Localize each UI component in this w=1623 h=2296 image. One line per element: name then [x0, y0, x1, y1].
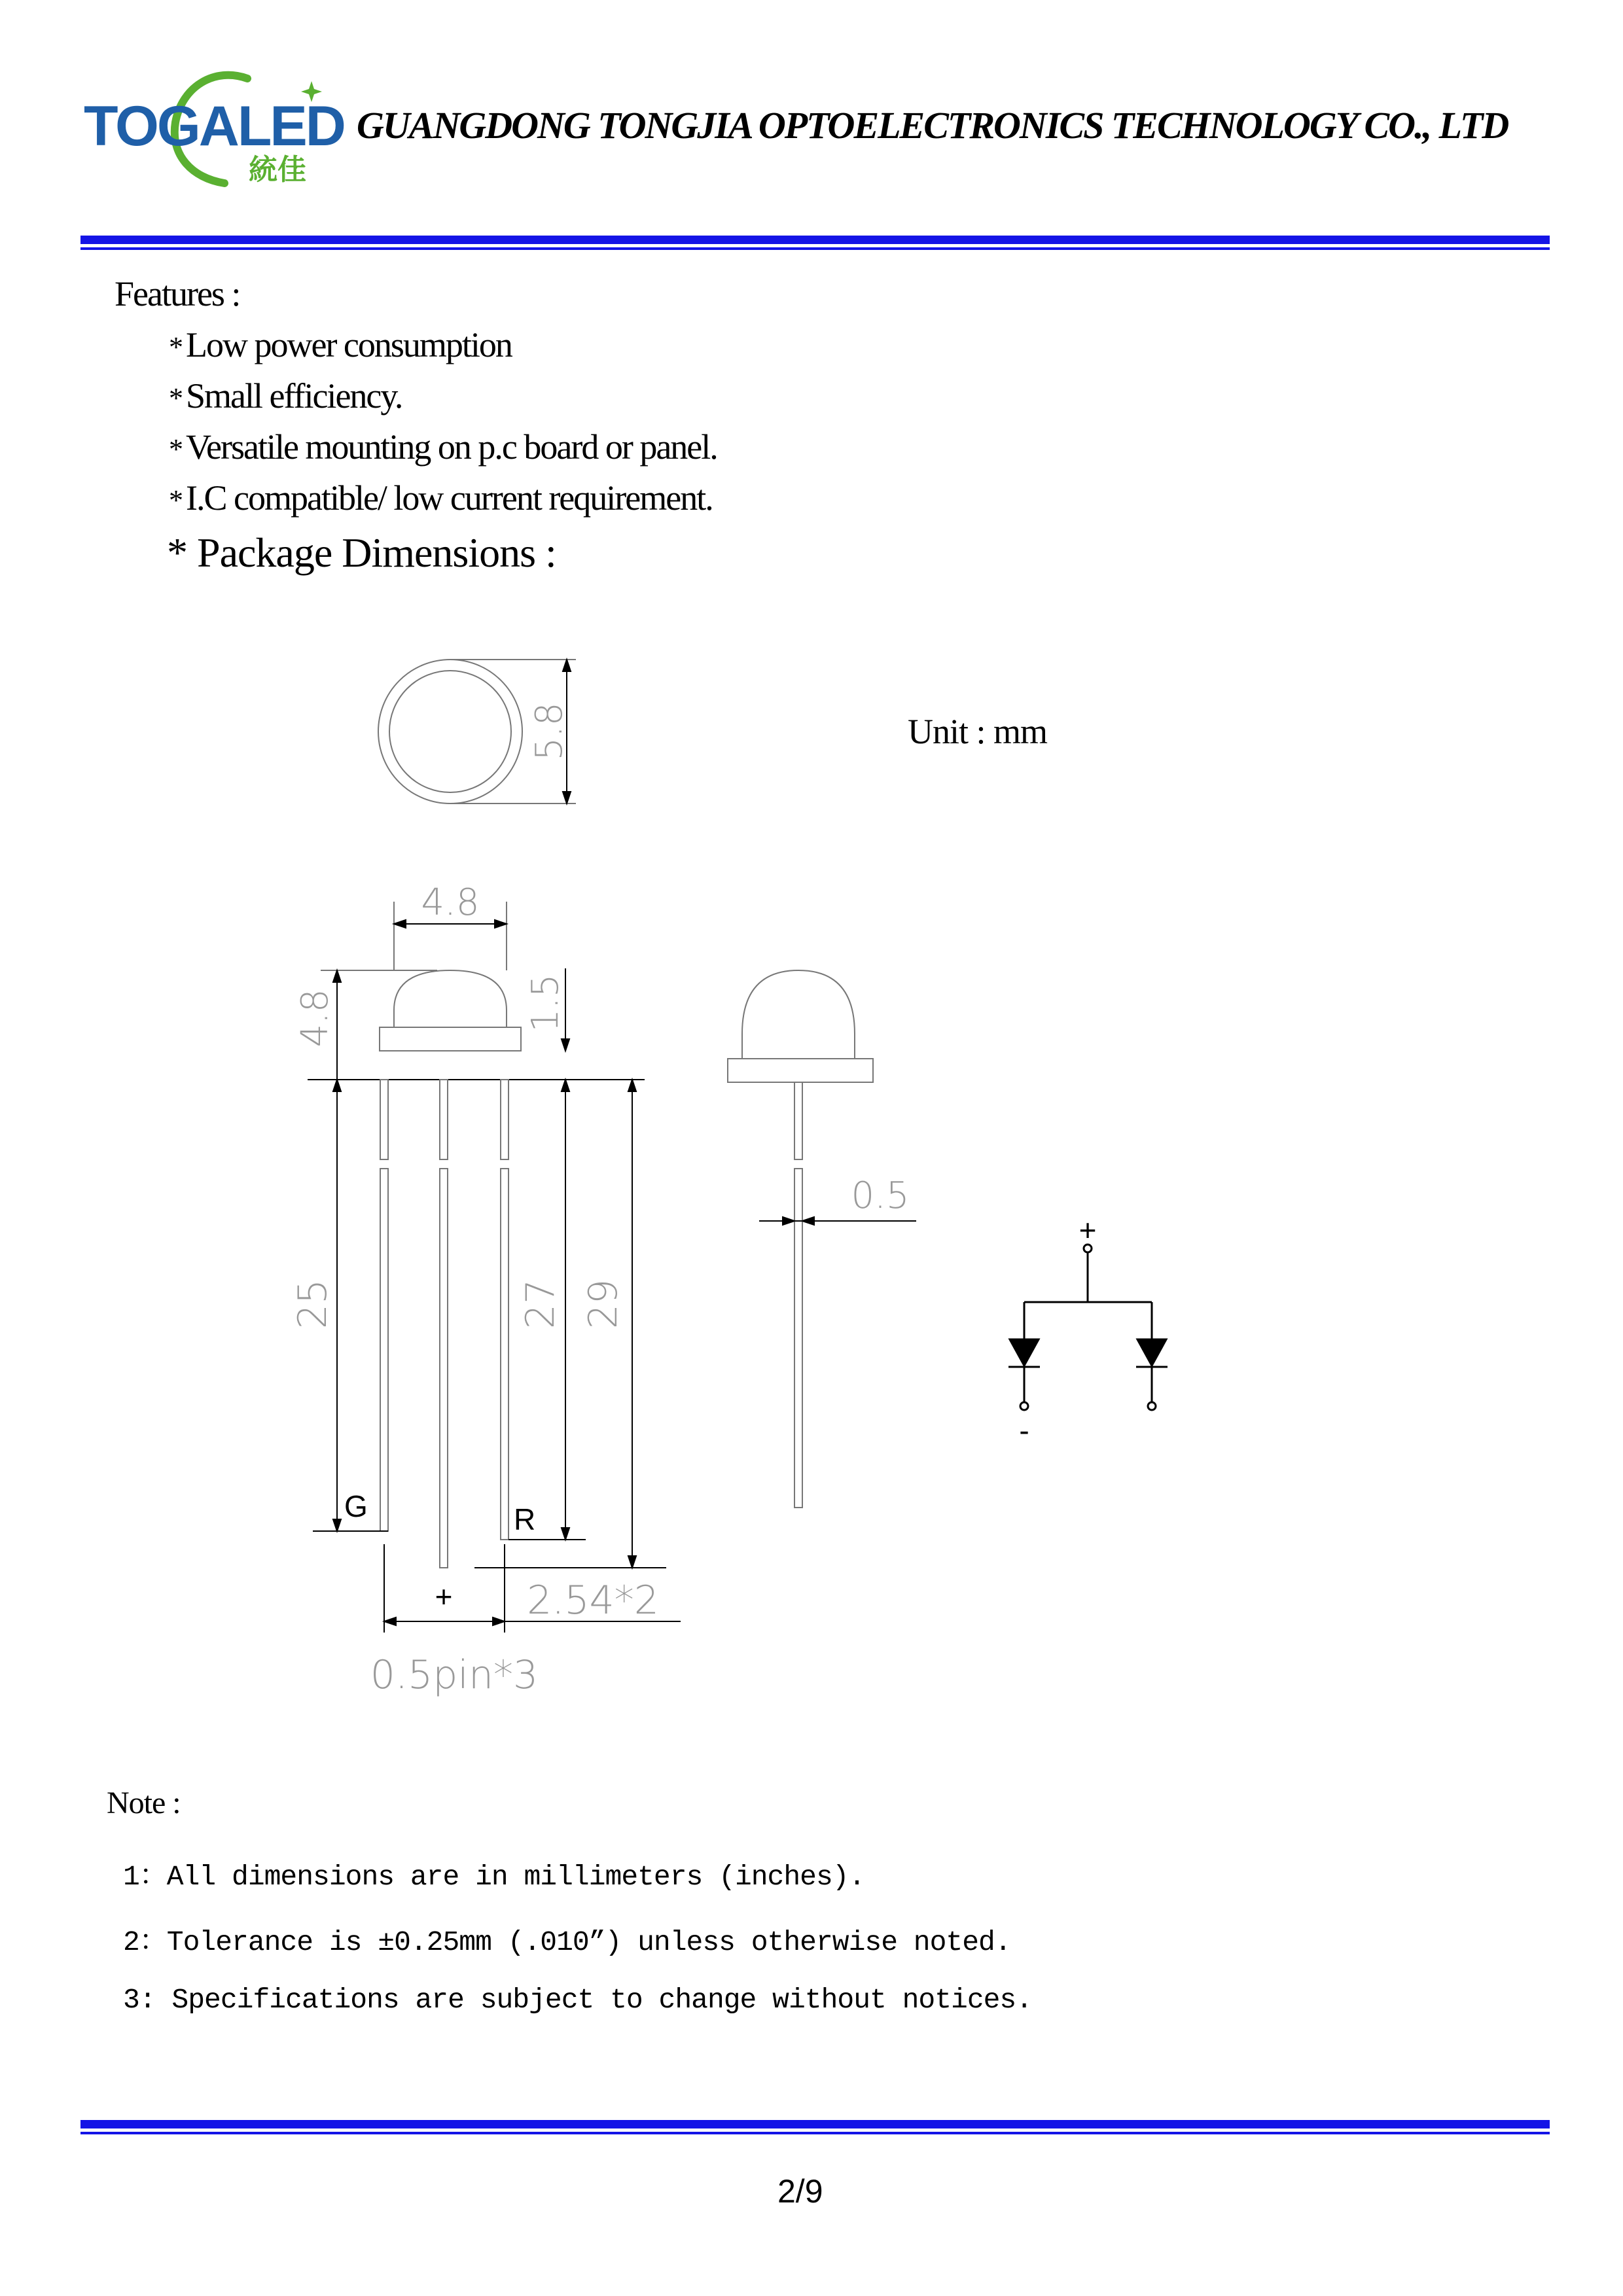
diode-green-icon	[1010, 1339, 1039, 1366]
logo-chinese: 統佳	[249, 153, 306, 186]
note-heading: Note :	[107, 1786, 181, 1820]
company-name: GUANGDONG TONGJIA OPTOELECTRONICS TECHNOLOGY CO., LTD	[357, 104, 1508, 147]
note-item: 3: Specifications are subject to change without notices.	[123, 1984, 1033, 2016]
logo-text: TOGALED	[84, 95, 344, 158]
lead-common-lower	[440, 1169, 448, 1568]
front-dome	[394, 970, 507, 1027]
dim-pitch: 2.54*2	[527, 1578, 659, 1623]
note-item: 1：All dimensions are in millimeters (inches).	[123, 1861, 865, 1893]
lead-g-upper	[380, 1080, 388, 1159]
dim-lead-short: 25	[290, 1279, 336, 1330]
dim-lead-width: 0.5	[851, 1174, 910, 1217]
side-lead-lower	[794, 1169, 802, 1508]
side-lead-upper	[794, 1082, 802, 1159]
pin-label-common: +	[435, 1580, 453, 1614]
side-dome	[742, 970, 855, 1059]
unit-label: Unit : mm	[908, 712, 1048, 751]
feature-item: * Low power consumption	[169, 325, 512, 364]
dim-lead-long: 29	[580, 1279, 626, 1330]
diode-red-icon	[1137, 1339, 1166, 1366]
lead-common-upper	[440, 1080, 448, 1159]
schematic-symbol	[1008, 1245, 1168, 1410]
footer-rule-thick	[80, 2120, 1550, 2128]
lead-r-lower	[501, 1169, 508, 1540]
footer-rule-thin	[80, 2132, 1550, 2134]
dim-lead-mid: 27	[518, 1279, 563, 1330]
schematic-plus-label: +	[1079, 1213, 1097, 1247]
dim-pins: 0.5pin*3	[370, 1652, 539, 1698]
note-item: 2：Tolerance is ±0.25mm (.010”) unless otherwise noted.	[123, 1926, 1011, 1958]
schematic-minus-label: -	[1019, 1413, 1029, 1447]
top-view-outer	[378, 660, 522, 804]
package-dimensions-heading: * Package Dimensions :	[167, 529, 556, 576]
feature-item: * Versatile mounting on p.c board or panel.	[169, 427, 717, 467]
pin-label-r: R	[514, 1502, 536, 1536]
side-flange	[728, 1059, 873, 1082]
front-flange	[380, 1027, 521, 1051]
feature-item: * I.C compatible/ low current requirement.	[169, 478, 713, 518]
top-view-inner	[389, 671, 511, 792]
lead-g-lower	[380, 1169, 388, 1531]
dim-top-diameter: 5.8	[528, 702, 571, 761]
features-heading: Features :	[115, 274, 240, 313]
pin-label-g: G	[344, 1489, 368, 1523]
dim-dome-width: 4.8	[421, 881, 480, 924]
dim-flange: 1.5	[524, 974, 567, 1033]
dim-dome-height: 4.8	[294, 989, 336, 1048]
page-number: 2/9	[777, 2173, 823, 2210]
feature-item: * Small efficiency.	[169, 376, 402, 415]
lead-r-upper	[501, 1080, 508, 1159]
